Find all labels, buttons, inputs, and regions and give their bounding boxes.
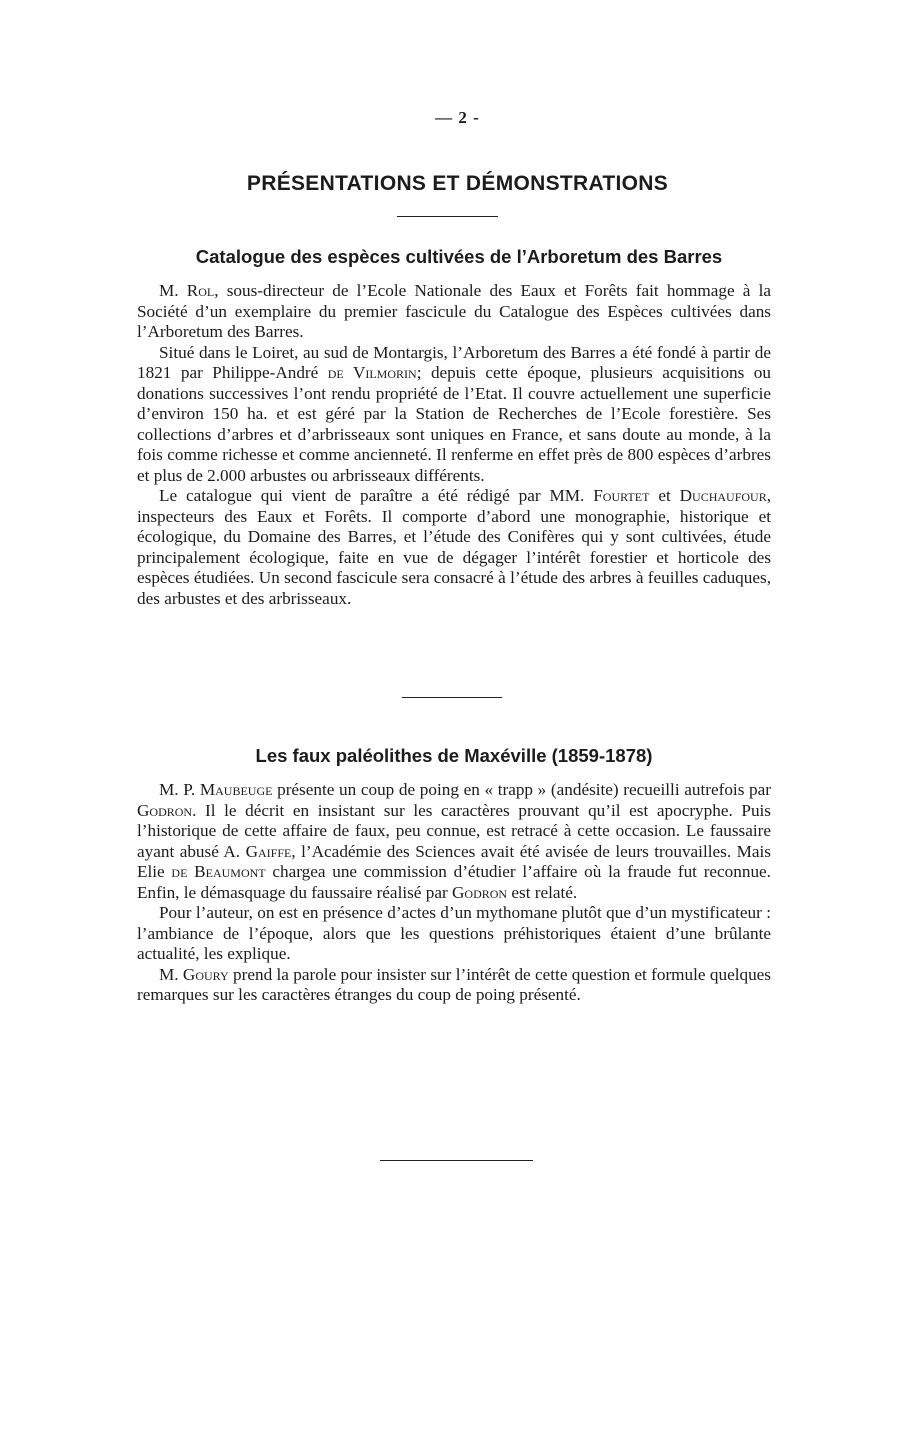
section-body-maxeville [137, 780, 771, 1006]
person-name: de Vilmorin [327, 363, 417, 382]
text-run: . Il le décrit en insistant sur les caractères prouvant qu’il est apocryphe. Puis l’historique de cette affaire de faux, peu connue, est retracé à cette occasion. Le faussaire ayant abusé A. [137, 800, 771, 861]
person-name: Goury [182, 964, 229, 984]
text-run: Le catalogue qui vient de paraître a été rédigé par MM. [159, 486, 594, 505]
text-run: , sous-directeur de l’Ecole Nationale des Eaux et Forêts fait hommage à la Société d’un exemplaire du premier fascicule du Catalogue des Espèces cultivées dans l’Arboretum des Barres. [137, 281, 771, 341]
paragraph [137, 486, 771, 609]
person-name: Duchaufour [679, 486, 767, 505]
person-name: Rol [186, 281, 215, 300]
text-run: et [649, 486, 680, 505]
section-divider [402, 697, 502, 698]
text-run: Pour l’auteur, on est en présence d’actes d’un mythomane plutôt que d’un mystificateur : l’ambiance de l’époque, alors que les questions préhistoriques étaient d’une brûlante actualité, les explique. [137, 903, 771, 963]
text-run: chargea une commission d’étudier l’affaire où la fraude fut reconnue. Enfin, le démasquage du faussaire réalisé par [137, 862, 771, 902]
paragraph [137, 780, 771, 903]
person-name: Maubeuge [199, 780, 273, 799]
text-run: ; depuis cette époque, plusieurs acquisitions ou donations successives l’ont rendu propriété de l’Etat. Il couvre actuellement une superficie d’environ 150 ha. et est géré par la Station de Recherches de l’Ecole forestière. Ses collections d’arbres et d’arbrisseaux sont uniques en France, et sans doute au monde, à la fois comme richesse et comme ancienneté. Il renferme en effet près de 800 espèces d’arbres et plus de 2.000 arbustes ou arbrisseaux différents. [137, 363, 771, 485]
text-run: Situé dans le Loiret, au sud de Montargis, l’Arboretum des Barres a été fondé à partir de 1821 par Philippe-André [137, 342, 771, 382]
section-heading-arboretum: Catalogue des espèces cultivées de l’Arboretum des Barres [195, 246, 723, 267]
text-run: présente un coup de poing en « trapp » (andésite) recueilli autrefois par [272, 780, 771, 799]
text-run: M. [159, 964, 183, 984]
paragraph [137, 903, 771, 965]
text-run: , l’Académie des Sciences avait été avisée de leurs trouvailles. Mais Elie [137, 841, 771, 881]
text-run: prend la parole pour insister sur l’intérêt de cette question et formule quelques remarques sur les caractères étranges du coup de poing présenté. [137, 964, 771, 1004]
text-run: , inspecteurs des Eaux et Forêts. Il comporte d’abord une monographie, historique et écologique, du Domaine des Barres, et l’étude des Conifères qui y sont cultivées, étude principalement écologique, faite en vue de dégager l’intérêt forestier et horticole des espèces étudiées. Un second fascicule sera consacré à l’étude des arbres à feuilles caduques, des arbustes et des arbrisseaux. [137, 486, 772, 608]
title-divider [397, 216, 498, 217]
page-title: PRÉSENTATIONS ET DÉMONSTRATIONS [246, 172, 669, 195]
text-run: M. P. [159, 780, 200, 799]
page-number: — 2 - [435, 108, 480, 127]
person-name: Gaiffe [245, 841, 292, 861]
person-name: Fourtet [593, 486, 650, 505]
text-run: est relaté. [507, 882, 578, 902]
person-name: de Beaumont [171, 862, 266, 881]
closing-divider [380, 1160, 533, 1161]
paragraph [137, 965, 771, 1006]
person-name: Godron [451, 882, 508, 902]
paragraph [137, 281, 771, 343]
person-name: Godron [137, 800, 193, 820]
text-run: M. [159, 281, 187, 300]
section-body-arboretum [137, 281, 771, 609]
section-heading-maxeville: Les faux paléolithes de Maxéville (1859-1878) [255, 745, 653, 766]
paragraph [137, 343, 771, 487]
